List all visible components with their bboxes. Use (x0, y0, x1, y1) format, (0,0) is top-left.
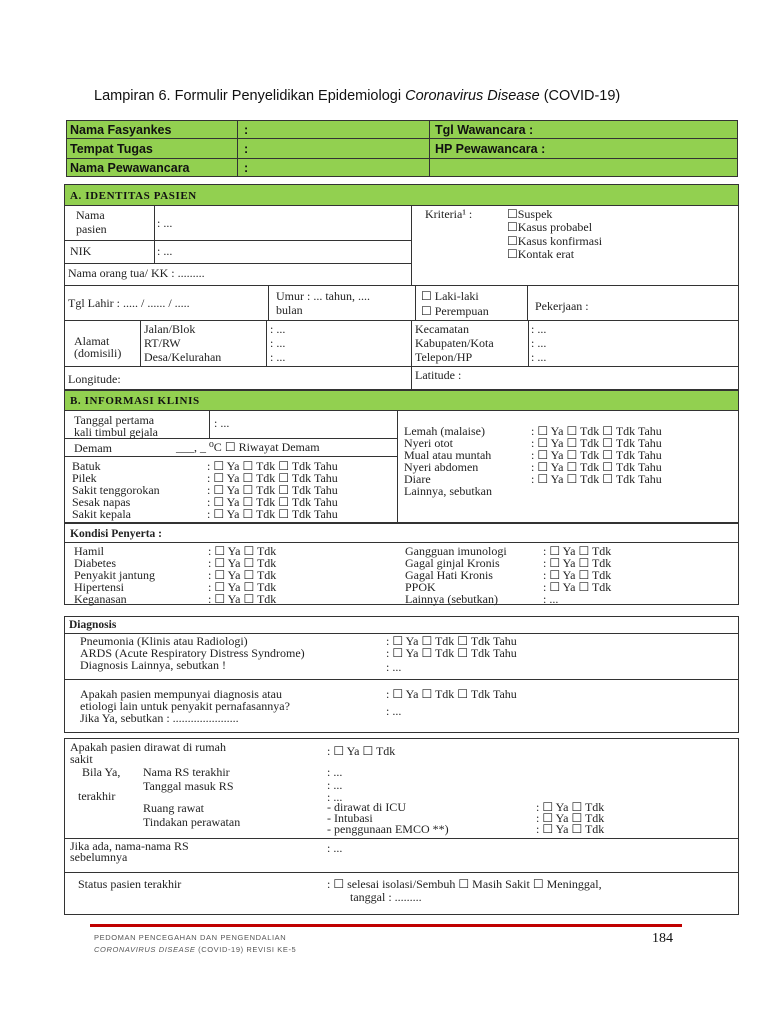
options-pneumonia[interactable]: : ☐ Ya ☐ Tdk ☐ Tdk Tahu (386, 634, 517, 648)
field-jalan-blok[interactable]: : ... (270, 322, 286, 336)
divider (64, 410, 739, 411)
question-dirawat-line-2: sakit (70, 752, 93, 766)
field-rt-rw[interactable]: : ... (270, 336, 286, 350)
label-ards: ARDS (Acute Respiratory Distress Syndrome) (80, 646, 305, 660)
label-hamil: Hamil (74, 544, 104, 558)
options-batuk[interactable]: : ☐ Ya ☐ Tdk ☐ Tdk Tahu (207, 459, 338, 473)
field-jika-ya[interactable]: Jika Ya, sebutkan : ...................... (80, 711, 239, 725)
label-keganasan: Keganasan (74, 592, 127, 606)
title-italic: Coronavirus Disease (405, 88, 540, 104)
options-dirawat[interactable]: : ☐ Ya ☐ Tdk (327, 744, 396, 758)
option-suspek[interactable]: ☐Suspek (507, 207, 553, 221)
divider (64, 285, 739, 286)
label-bulan: bulan (276, 303, 303, 317)
divider (64, 679, 739, 680)
title-suffix: (COVID-19) (539, 88, 621, 104)
divider (64, 205, 739, 206)
label-sebelumnya: sebelumnya (70, 850, 128, 864)
options-hipertensi[interactable]: : ☐ Ya ☐ Tdk (208, 580, 277, 594)
label-mual-muntah: Mual atau muntah (404, 448, 492, 462)
divider (397, 410, 398, 523)
label-intubasi: - Intubasi (327, 811, 373, 825)
label-sesak-napas: Sesak napas (72, 495, 131, 509)
divider (64, 872, 739, 873)
label-nyeri-abdomen: Nyeri abdomen (404, 460, 479, 474)
field-kecamatan[interactable]: : ... (531, 322, 547, 336)
field-nama-pasien[interactable]: : ... (157, 216, 173, 230)
field-pekerjaan[interactable]: Pekerjaan : (535, 299, 589, 313)
label-terakhir: terakhir (78, 789, 116, 803)
symptom-labels-left (72, 460, 160, 520)
title-text: Lampiran 6. Formulir Penyelidikan Epidemiologi (94, 88, 406, 104)
field-rs-sebelumnya[interactable]: : ... (327, 841, 343, 855)
label-nama-rs: Nama RS terakhir (143, 765, 230, 779)
footer-suffix: (COVID-19) REVISI KE-5 (195, 945, 297, 954)
label-gangguan-imunologi: Gangguan imunologi (405, 544, 507, 558)
options-mual-muntah[interactable]: : ☐ Ya ☐ Tdk ☐ Tdk Tahu (531, 448, 662, 462)
divider (415, 285, 416, 320)
label-jika-ada: Jika ada, nama-nama RS (70, 839, 189, 853)
divider (66, 138, 738, 139)
field-longitude[interactable]: Longitude: (68, 372, 121, 386)
divider (268, 285, 269, 320)
symptom-options-right (531, 425, 662, 485)
divider (64, 263, 411, 264)
label-kecamatan: Kecamatan (415, 322, 469, 336)
field-telepon-hp[interactable]: : ... (531, 350, 547, 364)
label-tindakan-perawatan: Tindakan perawatan (143, 815, 241, 829)
label-tanggal-masuk: Tanggal masuk RS (143, 779, 234, 793)
field-tempat-tugas[interactable]: : (244, 142, 249, 156)
field-other-diagnosis[interactable]: : ... (386, 704, 402, 718)
option-kasus-konfirmasi[interactable]: ☐Kasus konfirmasi (507, 234, 603, 248)
options-icu[interactable]: : ☐ Ya ☐ Tdk (536, 800, 605, 814)
label-sakit-kepala: Sakit kepala (72, 507, 131, 521)
options-sesak-napas[interactable]: : ☐ Ya ☐ Tdk ☐ Tdk Tahu (207, 495, 338, 509)
label-pilek: Pilek (72, 471, 97, 485)
field-desa-kelurahan[interactable]: : ... (270, 350, 286, 364)
label-nama: Nama (76, 208, 105, 222)
field-hp-pewawancara[interactable]: HP Pewawancara : (435, 142, 546, 156)
label-hipertensi: Hipertensi (74, 580, 124, 594)
divider (64, 542, 739, 543)
option-laki-laki[interactable]: ☐ Laki-laki (421, 289, 479, 303)
field-nama-pewawancara[interactable]: : (244, 161, 249, 175)
label-tempat-tugas: Tempat Tugas (70, 142, 153, 156)
page-number: 184 (652, 931, 673, 946)
field-nama-orang-tua[interactable]: Nama orang tua/ KK : ......... (68, 266, 205, 280)
field-latitude[interactable]: Latitude : (415, 368, 462, 382)
document-title (94, 88, 620, 104)
label-telepon-hp: Telepon/HP (415, 350, 473, 364)
label-status-pasien: Status pasien terakhir (78, 877, 182, 891)
options-nyeri-otot[interactable]: : ☐ Ya ☐ Tdk ☐ Tdk Tahu (531, 436, 662, 450)
section-heading-penyerta: Kondisi Penyerta : (70, 528, 162, 540)
label-pneumonia: Pneumonia (Klinis atau Radiologi) (80, 634, 248, 648)
divider (64, 320, 739, 321)
divider (66, 158, 738, 159)
footer-italic: CORONAVIRUS DISEASE (94, 945, 196, 954)
label-penyakit-jantung: Penyakit jantung (74, 568, 155, 582)
diagnosis-labels (80, 635, 305, 671)
label-diare: Diare (404, 472, 431, 486)
divider (64, 240, 411, 241)
other-diagnosis-question (80, 688, 290, 724)
label-nyeri-otot: Nyeri otot (404, 436, 453, 450)
label-lainnya: Lainnya, sebutkan (404, 484, 492, 498)
label-diagnosis-lainnya: Diagnosis Lainnya, sebutkan ! (80, 658, 226, 672)
symptom-options-left (207, 460, 338, 520)
comorbidity-options-left (208, 545, 276, 605)
option-kasus-probabel[interactable]: ☐Kasus probabel (507, 220, 593, 234)
field-tanggal-masuk[interactable]: : ... (327, 778, 343, 792)
label-rt-rw: RT/RW (144, 336, 181, 350)
label-batuk: Batuk (72, 459, 101, 473)
options-emco[interactable]: : ☐ Ya ☐ Tdk (536, 822, 605, 836)
options-ppok[interactable]: : ☐ Ya ☐ Tdk (543, 580, 612, 594)
options-intubasi[interactable]: : ☐ Ya ☐ Tdk (536, 811, 605, 825)
options-gangguan-imunologi[interactable]: : ☐ Ya ☐ Tdk (543, 544, 612, 558)
field-kabupaten-kota[interactable]: : ... (531, 336, 547, 350)
divider (64, 366, 739, 367)
field-nama-fasyankes[interactable]: : (244, 123, 249, 137)
section-heading-diagnosis: Diagnosis (69, 619, 117, 631)
option-kontak-erat[interactable]: ☐Kontak erat (507, 247, 575, 261)
label-ruang-rawat: Ruang rawat (143, 801, 204, 815)
field-tanggal-gejala[interactable]: : ... (214, 416, 230, 430)
label-nama-fasyankes: Nama Fasyankes (70, 123, 172, 137)
field-tanggal-meninggal[interactable]: tanggal : ......... (350, 890, 422, 904)
label-ppok: PPOK (405, 580, 436, 594)
field-ruang-rawat[interactable]: : ... (327, 790, 343, 804)
options-penyakit-jantung[interactable]: : ☐ Ya ☐ Tdk (208, 568, 277, 582)
section-penyerta (64, 523, 739, 605)
symptom-labels-right (404, 425, 492, 497)
label-bila-ya: Bila Ya, (82, 765, 121, 779)
tindakan-options (536, 802, 604, 835)
label-lemah: Lemah (malaise) (404, 424, 485, 438)
label-icu: - dirawat di ICU (327, 800, 406, 814)
label-pasien: pasien (76, 222, 107, 236)
options-nyeri-abdomen[interactable]: : ☐ Ya ☐ Tdk ☐ Tdk Tahu (531, 460, 662, 474)
options-lemah[interactable]: : ☐ Ya ☐ Tdk ☐ Tdk Tahu (531, 424, 662, 438)
field-lainnya-penyerta[interactable]: : ... (543, 592, 559, 606)
comorbidity-labels-right (405, 545, 507, 605)
label-sakit-tenggorokan: Sakit tenggorokan (72, 483, 160, 497)
options-pilek[interactable]: : ☐ Ya ☐ Tdk ☐ Tdk Tahu (207, 471, 338, 485)
divider (411, 320, 412, 390)
field-umur[interactable]: Umur : ... tahun, .... (276, 289, 370, 303)
divider (429, 120, 430, 177)
section-heading-identitas: A. IDENTITAS PASIEN (70, 190, 197, 202)
option-perempuan[interactable]: ☐ Perempuan (421, 304, 489, 318)
options-sakit-tenggorokan[interactable]: : ☐ Ya ☐ Tdk ☐ Tdk Tahu (207, 483, 338, 497)
footer-line-2 (94, 945, 296, 954)
label-nama-pewawancara: Nama Pewawancara (70, 161, 190, 175)
label-desa-kelurahan: Desa/Kelurahan (144, 350, 222, 364)
divider (237, 120, 238, 177)
options-other-diagnosis[interactable]: : ☐ Ya ☐ Tdk ☐ Tdk Tahu (386, 687, 517, 701)
label-jalan-blok: Jalan/Blok (144, 322, 196, 336)
divider (527, 285, 528, 320)
footer-rule (90, 924, 682, 927)
label-kabupaten-kota: Kabupaten/Kota (415, 336, 494, 350)
label-nik: NIK (70, 244, 92, 258)
divider (140, 320, 141, 366)
options-gagal-hati[interactable]: : ☐ Ya ☐ Tdk (543, 568, 612, 582)
options-diabetes[interactable]: : ☐ Ya ☐ Tdk (208, 556, 277, 570)
section-heading-klinis: B. INFORMASI KLINIS (70, 395, 200, 407)
comorbidity-labels-left (74, 545, 155, 605)
label-emco: - penggunaan EMCO **) (327, 822, 449, 836)
divider (528, 320, 529, 366)
label-domisili: (domisili) (74, 346, 122, 360)
label-gagal-hati: Gagal Hati Kronis (405, 568, 493, 582)
question-line-1: Apakah pasien mempunyai diagnosis atau (80, 687, 282, 701)
options-keganasan[interactable]: : ☐ Ya ☐ Tdk (208, 592, 277, 606)
comorbidity-options-right (543, 545, 611, 605)
question-line-2: etiologi lain untuk penyakit pernafasannya? (80, 699, 290, 713)
field-tgl-lahir[interactable]: Tgl Lahir : ..... / ...... / ..... (68, 296, 190, 310)
options-gagal-ginjal[interactable]: : ☐ Ya ☐ Tdk (543, 556, 612, 570)
label-timbul-gejala: kali timbul gejala (74, 425, 158, 439)
label-gagal-ginjal: Gagal ginjal Kronis (405, 556, 500, 570)
divider (266, 320, 267, 366)
divider (411, 205, 412, 285)
question-dirawat (70, 741, 226, 765)
field-nik[interactable]: : ... (157, 244, 173, 258)
label-lainnya-penyerta: Lainnya (sebutkan) (405, 592, 498, 606)
options-status-pasien[interactable]: : ☐ selesai isolasi/Sembuh ☐ Masih Sakit ☐ Meninggal, (327, 877, 602, 891)
field-tgl-wawancara[interactable]: Tgl Wawancara : (435, 123, 534, 137)
options-ards[interactable]: : ☐ Ya ☐ Tdk ☐ Tdk Tahu (386, 646, 517, 660)
field-nama-rs[interactable]: : ... (327, 765, 343, 779)
label-rs-sebelumnya (70, 841, 189, 863)
field-diagnosis-lainnya[interactable]: : ... (386, 660, 402, 674)
tindakan-list (327, 802, 449, 835)
options-hamil[interactable]: : ☐ Ya ☐ Tdk (208, 544, 277, 558)
divider (154, 205, 155, 263)
footer-line-1: PEDOMAN PENCEGAHAN DAN PENGENDALIAN (94, 933, 287, 942)
label-alamat: Alamat (74, 334, 110, 348)
label-kriteria: Kriteria¹ : (425, 207, 473, 221)
options-diare[interactable]: : ☐ Ya ☐ Tdk ☐ Tdk Tahu (531, 472, 662, 486)
field-demam[interactable]: ___, _ ⁰C ☐ Riwayat Demam (176, 440, 320, 454)
label-diabetes: Diabetes (74, 556, 116, 570)
label-demam: Demam (74, 441, 112, 455)
divider (64, 456, 397, 457)
options-sakit-kepala[interactable]: : ☐ Ya ☐ Tdk ☐ Tdk Tahu (207, 507, 338, 521)
divider (209, 410, 210, 438)
question-dirawat-line-1: Apakah pasien dirawat di rumah (70, 740, 226, 754)
label-tanggal-pertama: Tanggal pertama (74, 413, 155, 427)
